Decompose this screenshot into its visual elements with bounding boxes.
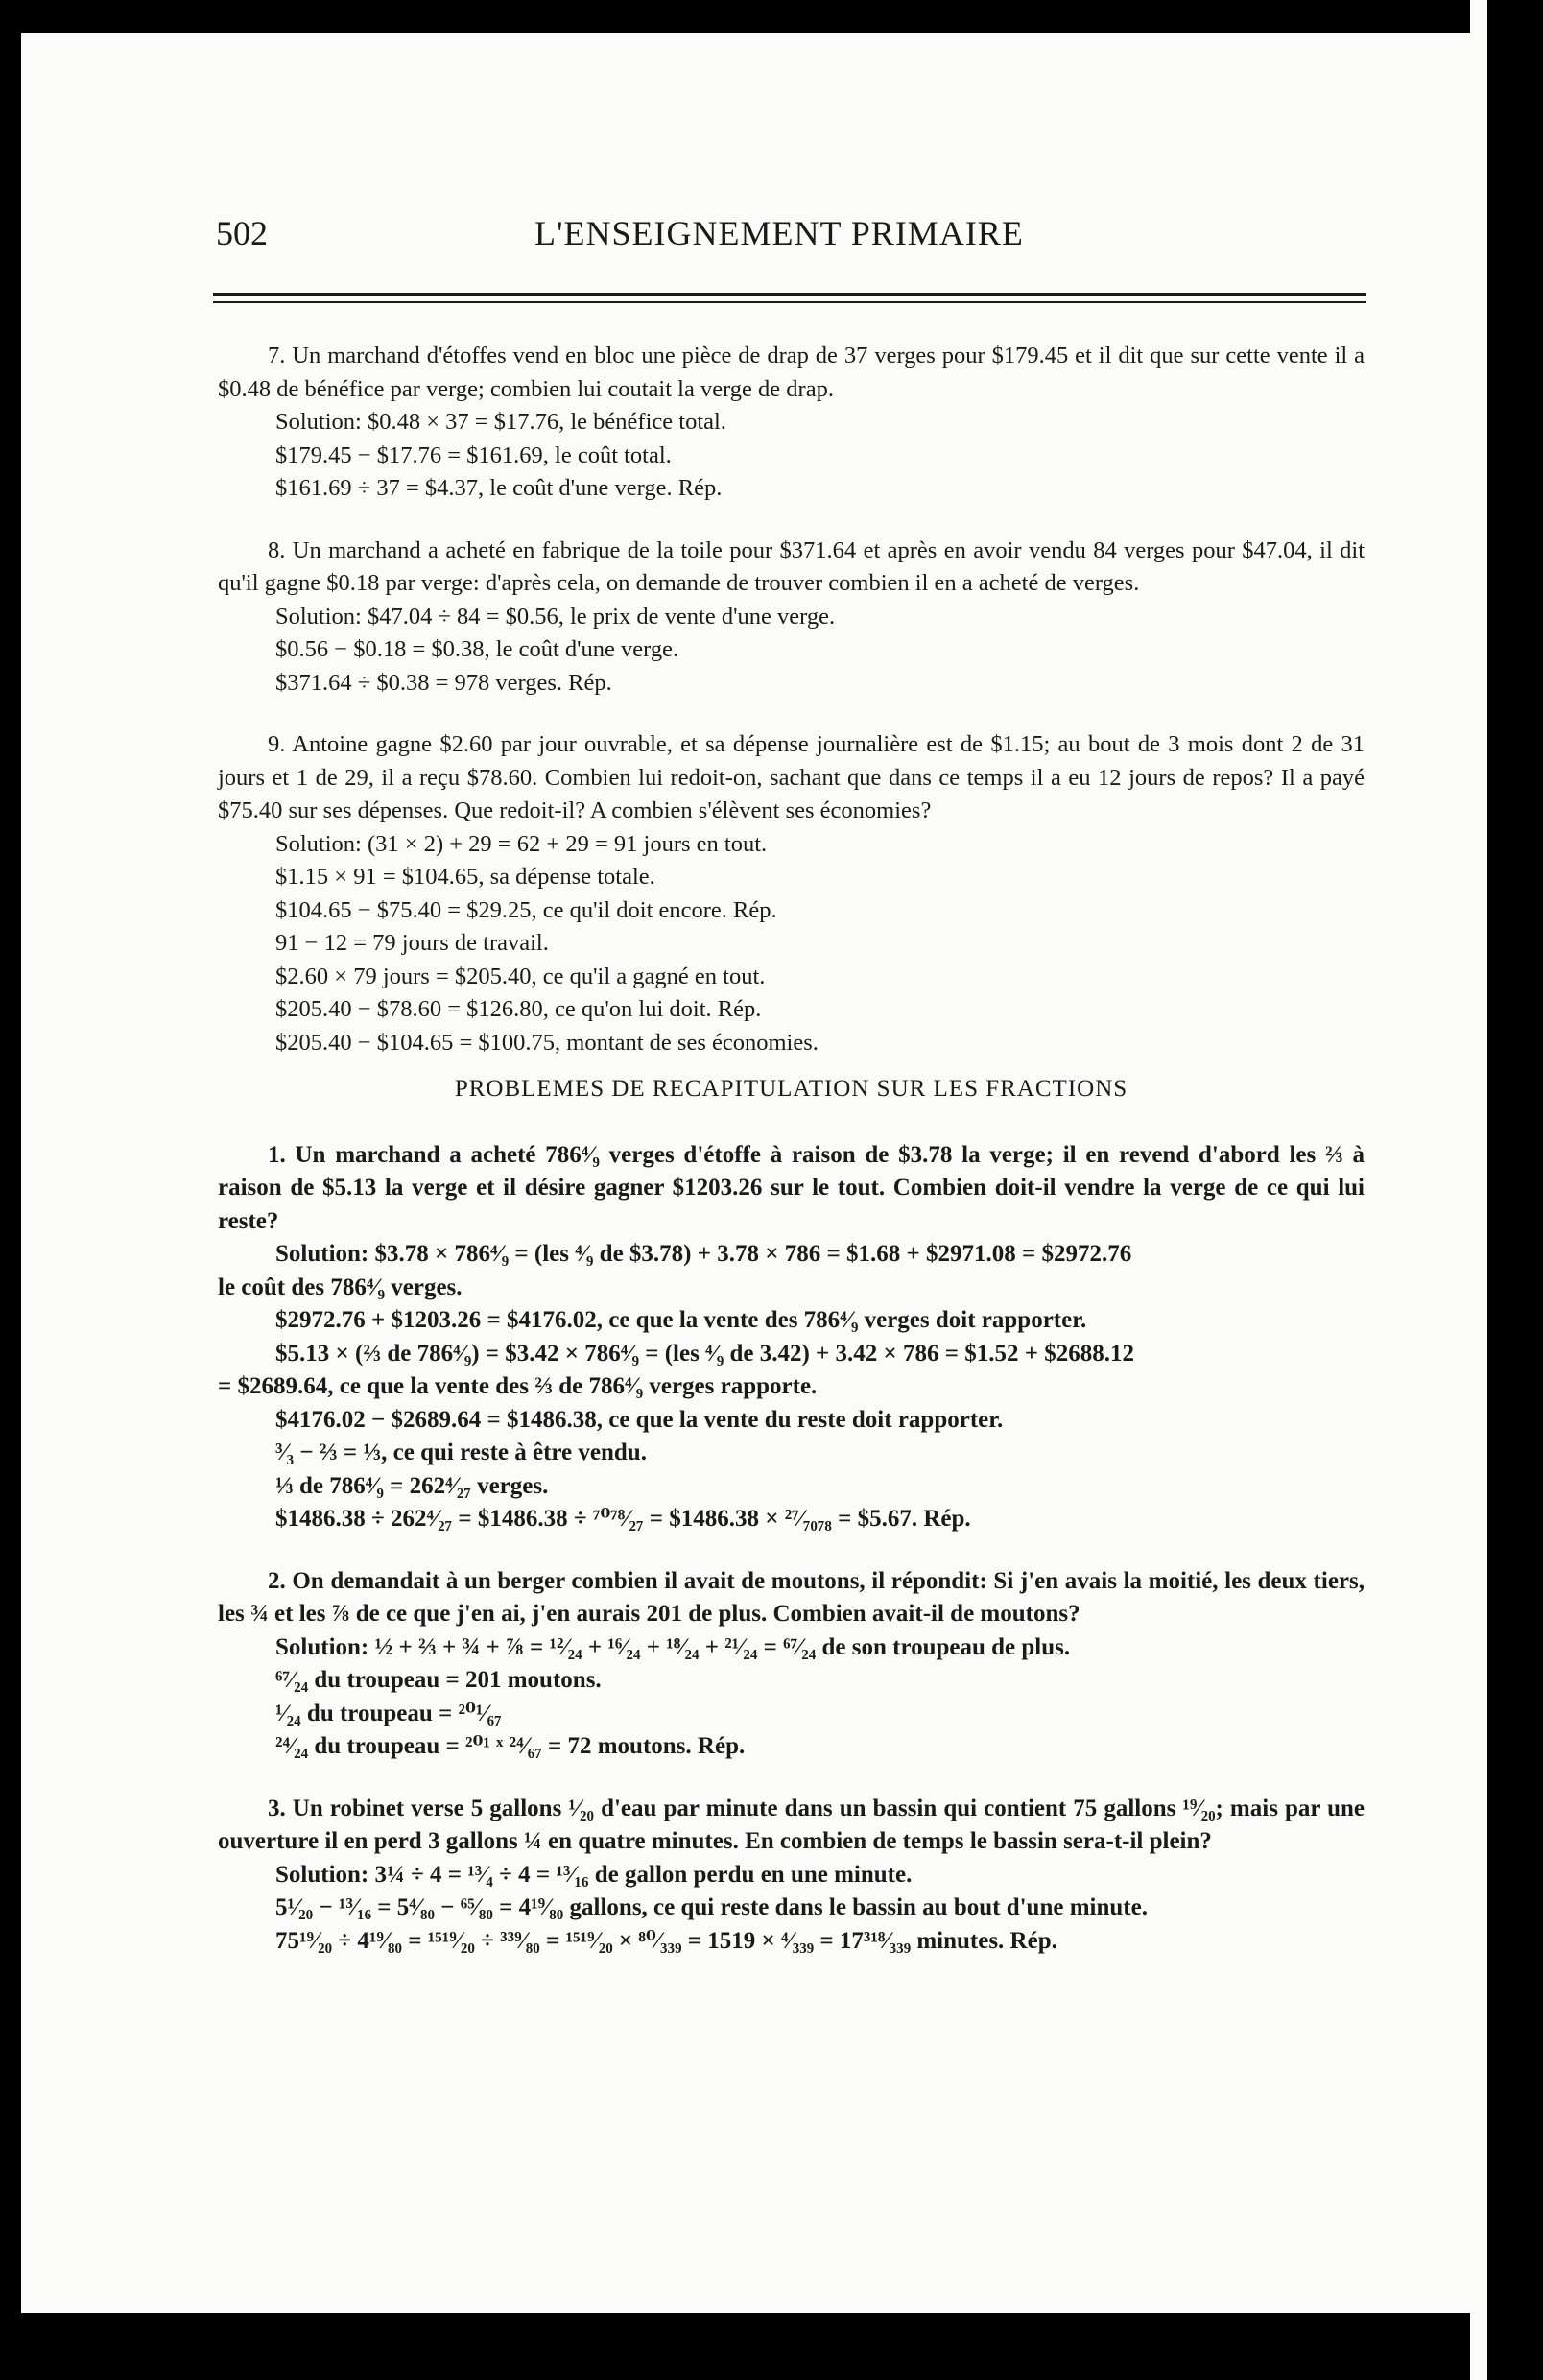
solution-line: $0.56 − $0.18 = $0.38, le coût d'une verge. (275, 636, 679, 662)
solution-line: 75¹⁹⁄₂₀ ÷ 4¹⁹⁄₈₀ = ¹⁵¹⁹⁄₂₀ ÷ ³³⁹⁄₈₀ = ¹⁵¹⁹⁄₂₀ × ⁸⁰⁄₃₃₉ = 1519 × ⁴⁄₃₃₉ = 17³¹⁸⁄₃₃₉ minutes. Rép. (275, 1927, 1057, 1954)
solution-line: 91 − 12 = 79 jours de travail. (275, 930, 549, 956)
page-edge-strip (1470, 0, 1487, 2380)
solution-line: ⅓ de 786⁴⁄₉ = 262⁴⁄₂₇ verges. (275, 1472, 549, 1499)
solution-line: $161.69 ÷ 37 = $4.37, le coût d'une verge. Rép. (275, 475, 723, 501)
solution-line: Solution: 3¼ ÷ 4 = ¹³⁄₄ ÷ 4 = ¹³⁄₁₆ de gallon perdu en une minute. (275, 1861, 913, 1888)
page-body (218, 340, 1365, 1958)
solution-line: ²⁴⁄₂₄ du troupeau = ²⁰¹ ˣ ²⁴⁄₆₇ = 72 moutons. Rép. (275, 1733, 746, 1759)
solution-line: Solution: (31 × 2) + 29 = 62 + 29 = 91 jours en tout. (275, 830, 768, 857)
solution-line: Solution: $3.78 × 786⁴⁄₉ = (les ⁴⁄₉ de $3.78) + 3.78 × 786 = $1.68 + $2971.08 = $2972.76 (275, 1241, 1132, 1267)
header-rule-top (213, 293, 1366, 296)
solution-line: le coût des 786⁴⁄₉ verges. (218, 1273, 463, 1300)
recap-problem-3-text: 3. Un robinet verse 5 gallons ¹⁄₂₀ d'eau par minute dans un bassin qui contient 75 gallons ¹⁹⁄₂₀; mais par une ouverture il en perd 3 gallons ¼ en quatre minutes. En combien de temps le bassin sera-t-il plein? (218, 1795, 1365, 1854)
running-title: L'ENSEIGNEMENT PRIMAIRE (534, 214, 1024, 252)
problem-8-text: 8. Un marchand a acheté en fabrique de la toile pour $371.64 et après en avoir vendu 84 verges pour $47.04, il dit qu'il gagne $0.18 par verge: d'après cela, on demande de trouver combien il en a acheté de verges. (218, 536, 1365, 596)
solution-line: 5¹⁄₂₀ − ¹³⁄₁₆ = 5⁴⁄₈₀ − ⁶⁵⁄₈₀ = 4¹⁹⁄₈₀ gallons, ce qui reste dans le bassin au bout d'une minute. (275, 1894, 1148, 1920)
solution-line: $5.13 × (⅔ de 786⁴⁄₉) = $3.42 × 786⁴⁄₉ = (les ⁴⁄₉ de 3.42) + 3.42 × 786 = $1.52 + $2688.12 (275, 1340, 1135, 1367)
header-rule-bottom (213, 301, 1366, 303)
solution-line: ³⁄₃ − ⅔ = ⅓, ce qui reste à être vendu. (275, 1440, 647, 1465)
solution-line: $205.40 − $104.65 = $100.75, montant de ses économies. (275, 1029, 819, 1056)
solution-line: $1.15 × 91 = $104.65, sa dépense totale. (275, 864, 655, 890)
solution-line: $205.40 − $78.60 = $126.80, ce qu'on lui doit. Rép. (275, 996, 762, 1022)
solution-line: $371.64 ÷ $0.38 = 978 verges. Rép. (275, 669, 612, 696)
solution-line: $1486.38 ÷ 262⁴⁄₂₇ = $1486.38 ÷ ⁷⁰⁷⁸⁄₂₇ = $1486.38 × ²⁷⁄₇₀₇₈ = $5.67. Rép. (275, 1506, 971, 1532)
solution-line: ¹⁄₂₄ du troupeau = ²⁰¹⁄₆₇ (275, 1700, 502, 1726)
solution-line: Solution: $47.04 ÷ 84 = $0.56, le prix de vente d'une verge. (275, 603, 836, 630)
solution-line: $2972.76 + $1203.26 = $4176.02, ce que la vente des 786⁴⁄₉ verges doit rapporter. (275, 1307, 1087, 1333)
solution-line: Solution: $0.48 × 37 = $17.76, le bénéfice total. (275, 409, 726, 435)
solution-line: ⁶⁷⁄₂₄ du troupeau = 201 moutons. (275, 1667, 602, 1693)
recap-problem-1-text: 1. Un marchand a acheté 786⁴⁄₉ verges d'étoffe à raison de $3.78 la verge; il en revend d'abord les ⅔ à raison de $5.13 la verge et il désire gagner $1203.26 sur le tout. Combien doit-il vendre la verge de ce qui lui reste? (218, 1141, 1365, 1234)
scan-border (1487, 0, 1543, 2380)
recap-problem-2-text: 2. On demandait à un berger combien il avait de moutons, il répondit: Si j'en avais la moitié, les deux tiers, les ¾ et les ⅞ de ce que j'en ai, j'en aurais 201 de plus. Combien avait-il de moutons? (218, 1567, 1365, 1627)
section-heading: PROBLEMES DE RECAPITULATION SUR LES FRACTIONS (454, 1076, 1128, 1102)
page-sheet (21, 33, 1470, 2313)
solution-line: $104.65 − $75.40 = $29.25, ce qu'il doit encore. Rép. (275, 896, 777, 923)
solution-line: Solution: ½ + ⅔ + ¾ + ⅞ = ¹²⁄₂₄ + ¹⁶⁄₂₄ + ¹⁸⁄₂₄ + ²¹⁄₂₄ = ⁶⁷⁄₂₄ de son troupeau de plus. (275, 1633, 1071, 1660)
page-number: 502 (216, 214, 268, 252)
problem-7-text: 7. Un marchand d'étoffes vend en bloc une pièce de drap de 37 verges pour $179.45 et il dit que sur cette vente il a $0.48 de bénéfice par verge; combien lui coutait la verge de drap. (218, 343, 1365, 402)
solution-line: $179.45 − $17.76 = $161.69, le coût total. (275, 441, 672, 468)
solution-line: $4176.02 − $2689.64 = $1486.38, ce que la vente du reste doit rapporter. (275, 1406, 1004, 1433)
solution-line: $2.60 × 79 jours = $205.40, ce qu'il a gagné en tout. (275, 963, 766, 989)
solution-line: = $2689.64, ce que la vente des ⅔ de 786⁴⁄₉ verges rapporte. (218, 1373, 818, 1399)
problem-9-text: 9. Antoine gagne $2.60 par jour ouvrable, et sa dépense journalière est de $1.15; au bout de 3 mois dont 2 de 31 jours et 1 de 29, il a reçu $78.60. Combien lui redoit-on, sachant que dans ce temps il a eu 12 jours de repos? Il a payé $75.40 sur ses dépenses. Que redoit-il? A combien s'élèvent ses économies? (218, 731, 1365, 823)
running-header (21, 213, 1470, 251)
